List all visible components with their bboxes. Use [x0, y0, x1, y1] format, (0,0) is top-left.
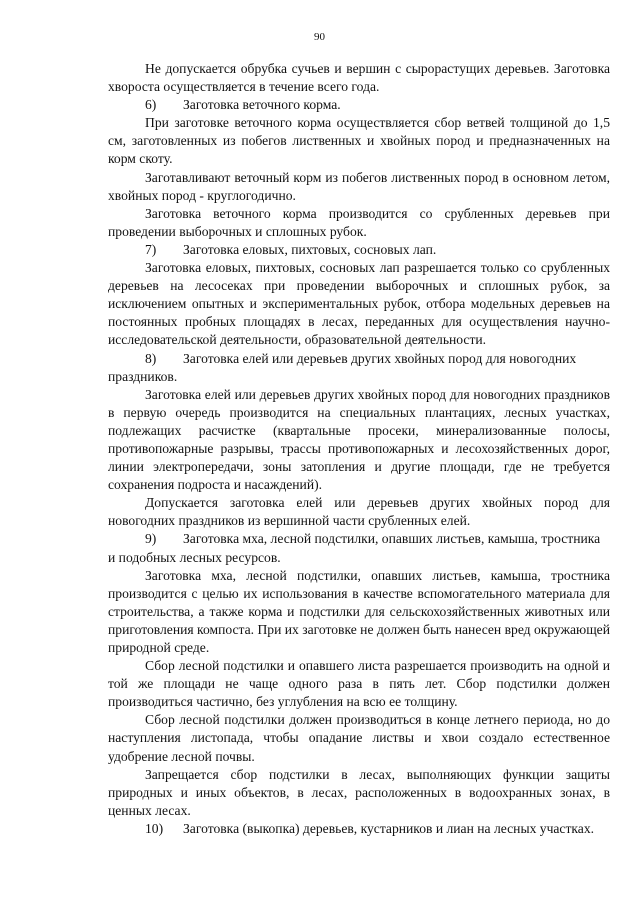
paragraph: Заготовка елей или деревьев других хвойных пород для новогодних праздников в первую очередь производится на специальных плантациях, лесных участках, подлежащих расчистке (квартальные просеки, минерализованные полосы, противопожарные разрывы, трассы противопожарных и лесохозяйственных дорог, линии электропередачи, зоны затопления и другие площади, где не требуется сохранения подроста и насаждений).	[108, 386, 610, 493]
paragraph: Заготавливают веточный корм из побегов лиственных пород в основном летом, хвойных пород - круглогодично.	[108, 169, 610, 203]
section-number: 8)	[145, 350, 157, 366]
paragraph: Заготовка веточного корма производится со срубленных деревьев при проведении выборочных и сплошных рубок.	[108, 205, 610, 239]
section-heading	[108, 96, 610, 114]
paragraph: Заготовка еловых, пихтовых, сосновых лап разрешается только со срубленных деревьев на лесосеках при проведении выборочных и сплошных рубок, за исключением опытных и экспериментальных рубок, отбора модельных деревьев на постоянных пробных площадях в лесах, переданных для осуществления научно-исследовательской деятельности, образовательной деятельности.	[108, 260, 610, 348]
paragraph: Сбор лесной подстилки должен производиться в конце летнего периода, но до наступления листопада, чтобы опадание листвы и хвои создало естественное удобрение лесной почвы.	[108, 712, 610, 764]
paragraph: Запрещается сбор подстилки в лесах, выполняющих функции защиты природных и иных объектов, в лесах, расположенных в водоохранных зонах, в ценных лесах.	[108, 766, 610, 818]
section-number: 10)	[145, 820, 164, 836]
section-number: 6)	[145, 97, 157, 113]
section-title: Заготовка елей или деревьев других хвойных пород для новогодних праздников.	[108, 350, 577, 384]
section-number: 9)	[145, 531, 157, 547]
document-body	[108, 60, 610, 838]
section-heading	[108, 530, 610, 566]
paragraph: Не допускается обрубка сучьев и вершин с сырорастущих деревьев. Заготовка хвороста осуществляется в течение всего года.	[108, 61, 610, 95]
section-title: Заготовка (выкопка) деревьев, кустарников и лиан на лесных участках.	[183, 820, 595, 836]
section-title: Заготовка веточного корма.	[183, 97, 341, 113]
section-heading	[108, 241, 610, 259]
paragraph: Сбор лесной подстилки и опавшего листа разрешается производить на одной и той же площади не чаще одного раза в пять лет. Сбор подстилки должен производиться частично, без углубления на всю ее толщину.	[108, 658, 610, 710]
paragraph: Заготовка мха, лесной подстилки, опавших листьев, камыша, тростника производится с целью их использования в качестве вспомогательного материала для строительства, а также корма и подстилки для сельскохозяйственных животных или приготовления компоста. При их заготовке не должен быть нанесен вред окружающей природной среде.	[108, 567, 610, 655]
section-heading	[108, 820, 610, 838]
section-heading	[108, 350, 610, 386]
paragraph: Допускается заготовка елей или деревьев других хвойных пород для новогодних праздников из вершинной части срубленных елей.	[108, 495, 610, 529]
page-number: 90	[314, 31, 325, 43]
section-number: 7)	[145, 241, 157, 257]
section-title: Заготовка мха, лесной подстилки, опавших листьев, камыша, тростника и подобных лесных ресурсов.	[108, 531, 601, 565]
section-title: Заготовка еловых, пихтовых, сосновых лап.	[183, 241, 437, 257]
paragraph: При заготовке веточного корма осуществляется сбор ветвей толщиной до 1,5 см, заготовленных из побегов лиственных и хвойных пород и предназначенных на корм скоту.	[108, 115, 610, 167]
